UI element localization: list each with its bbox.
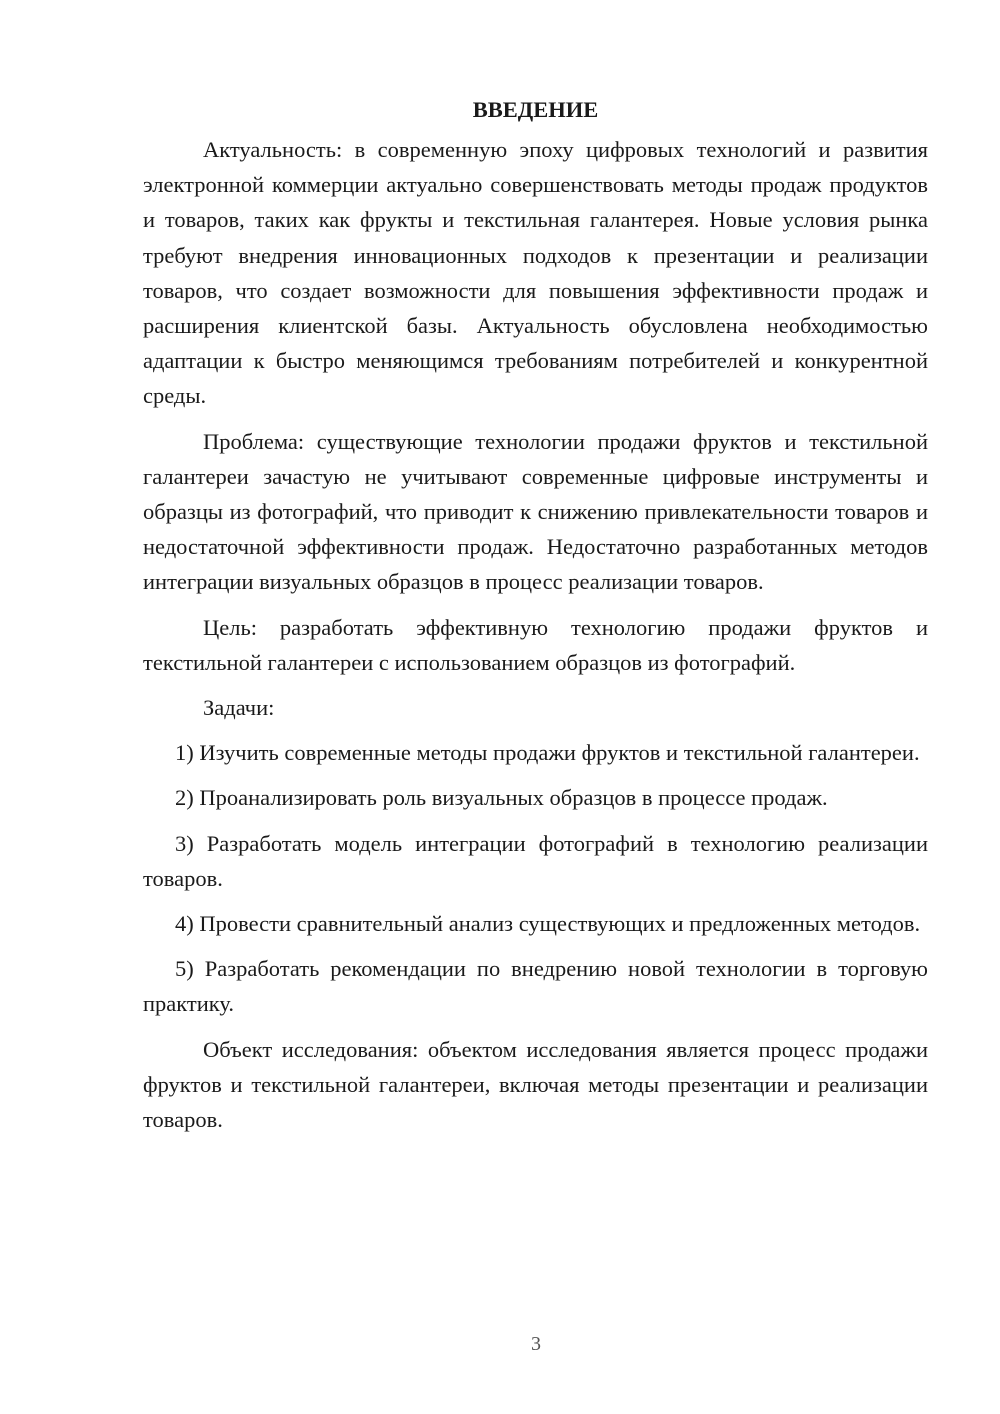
paragraph-problem: Проблема: существующие технологии продажи фруктов и текстильной галантереи зачастую не учитывают современные цифровые инструменты и образцы из фотографий, что приводит к снижению привлекательности товаров и недостаточной эффективности продаж. Недостаточно разработанных методов интеграции визуальных образцов в процесс реализации товаров. [143,428,928,595]
section-title: ВВЕДЕНИЕ [472,97,599,122]
page-content [143,92,928,1147]
paragraph-goal: Цель: разработать эффективную технологию продажи фруктов и текстильной галантереи с использованием образцов из фотографий. [143,614,928,675]
task-item-2: 2) Проанализировать роль визуальных образцов в процессе продаж. [175,785,828,811]
task-item-5: 5) Разработать рекомендации по внедрению новой технологии в торговую практику. [143,956,928,1017]
task-item-3: 3) Разработать модель интеграции фотографий в технологию реализации товаров. [143,830,928,891]
task-item-4: 4) Провести сравнительный анализ существующих и предложенных методов. [175,911,921,937]
paragraph-object: Объект исследования: объектом исследования является процесс продажи фруктов и текстильной галантереи, включая методы презентации и реализации товаров. [143,1036,928,1133]
paragraph-relevance: Актуальность: в современную эпоху цифровых технологий и развития электронной коммерции актуально совершенствовать методы продаж продуктов и товаров, таких как фрукты и текстильная галантерея. Новые условия рынка требуют внедрения инновационных подходов к презентации и реализации товаров, что создает возможности для повышения эффективности продаж и расширения клиентской базы. Актуальность обусловлена необходимостью адаптации к быстро меняющимся требованиям потребителей и конкурентной среды. [143,137,928,409]
tasks-heading: Задачи: [203,695,275,721]
page-number: 3 [531,1333,541,1355]
task-item-1: 1) Изучить современные методы продажи фруктов и текстильной галантереи. [175,740,920,766]
